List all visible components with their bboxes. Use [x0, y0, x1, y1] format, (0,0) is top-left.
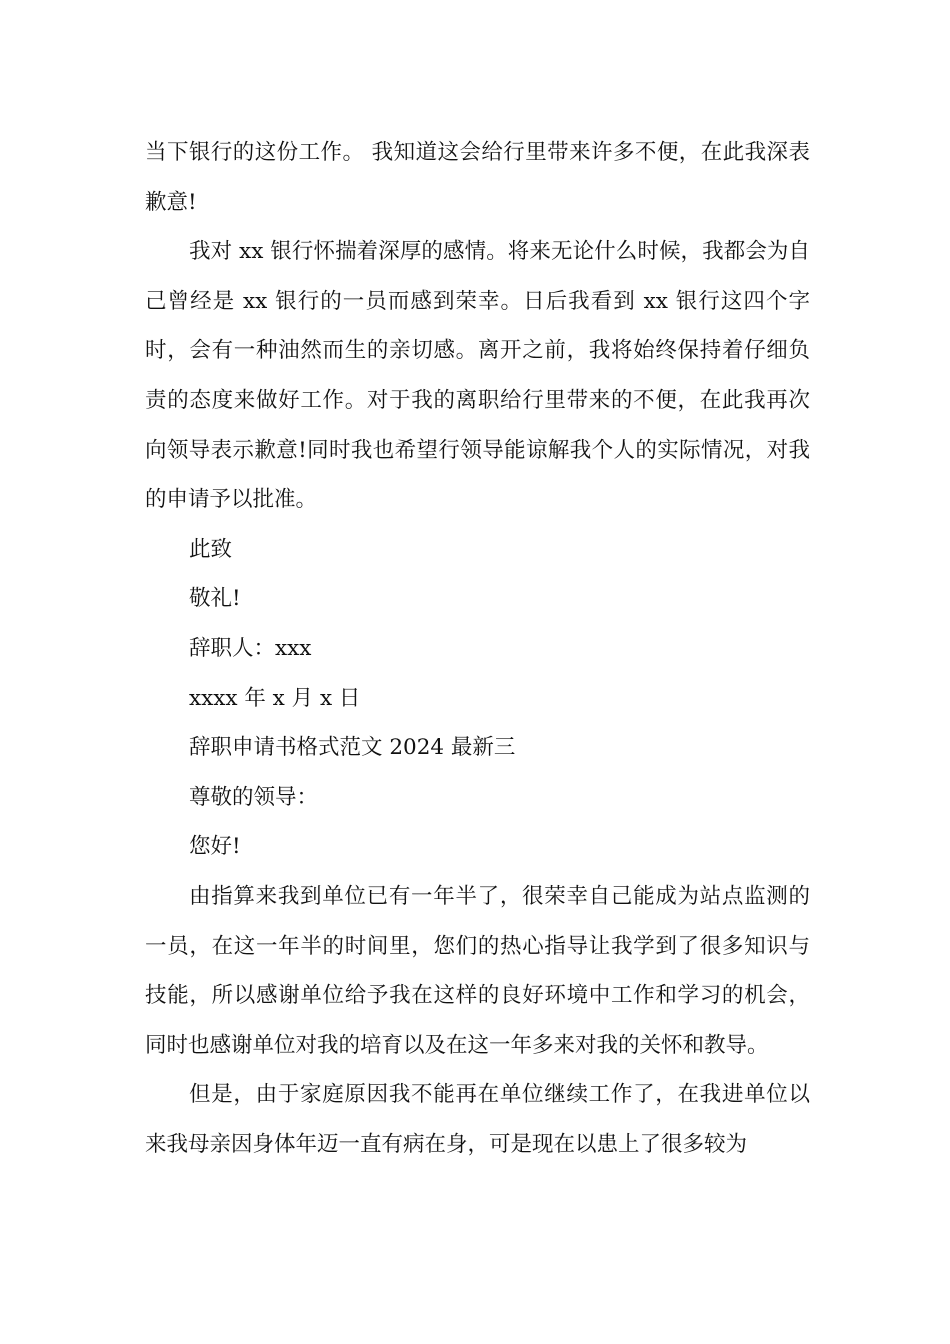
paragraph-bank-sentiment: 我对 xx 银行怀揣着深厚的感情。将来无论什么时候，我都会为自己曾经是 xx 银行的一员而感到荣幸。日后我看到 xx 银行这四个字时，会有一种油然而生的亲切感。离开之前，我将始终保持着仔细负责的态度来做好工作。对于我的离职给行里带来的不便，在此我再次向领导表示歉意!同时我也希望行领导能谅解我个人的实际情况，对我的申请予以批准。	[145, 239, 810, 513]
signature-date: xxxx 年 x 月 x 日	[189, 685, 361, 711]
paragraph-reason: 但是，由于家庭原因我不能再在单位继续工作了，在我进单位以来我母亲因身体年迈一直有病在身，可是现在以患上了很多较为	[145, 1082, 810, 1157]
paragraph-continuation: 当下银行的这份工作。 我知道这会给行里带来许多不便，在此我深表歉意!	[145, 140, 810, 215]
section-title: 辞职申请书格式范文 2024 最新三	[189, 735, 516, 761]
document-body	[145, 128, 810, 1169]
signature-name: 辞职人：xxx	[189, 635, 312, 661]
letter-greeting: 您好!	[189, 834, 241, 860]
paragraph-gratitude: 由指算来我到单位已有一年半了，很荣幸自己能成为站点监测的一员，在这一年半的时间里，您们的热心指导让我学到了很多知识与技能，所以感谢单位给予我在这样的良好环境中工作和学习的机会，同时也感谢单位对我的培育以及在这一年多来对我的关怀和教导。	[145, 883, 810, 1058]
closing-salutation: 此致	[189, 536, 233, 562]
closing-regards: 敬礼!	[189, 586, 241, 612]
letter-addressee: 尊敬的领导：	[189, 784, 319, 810]
